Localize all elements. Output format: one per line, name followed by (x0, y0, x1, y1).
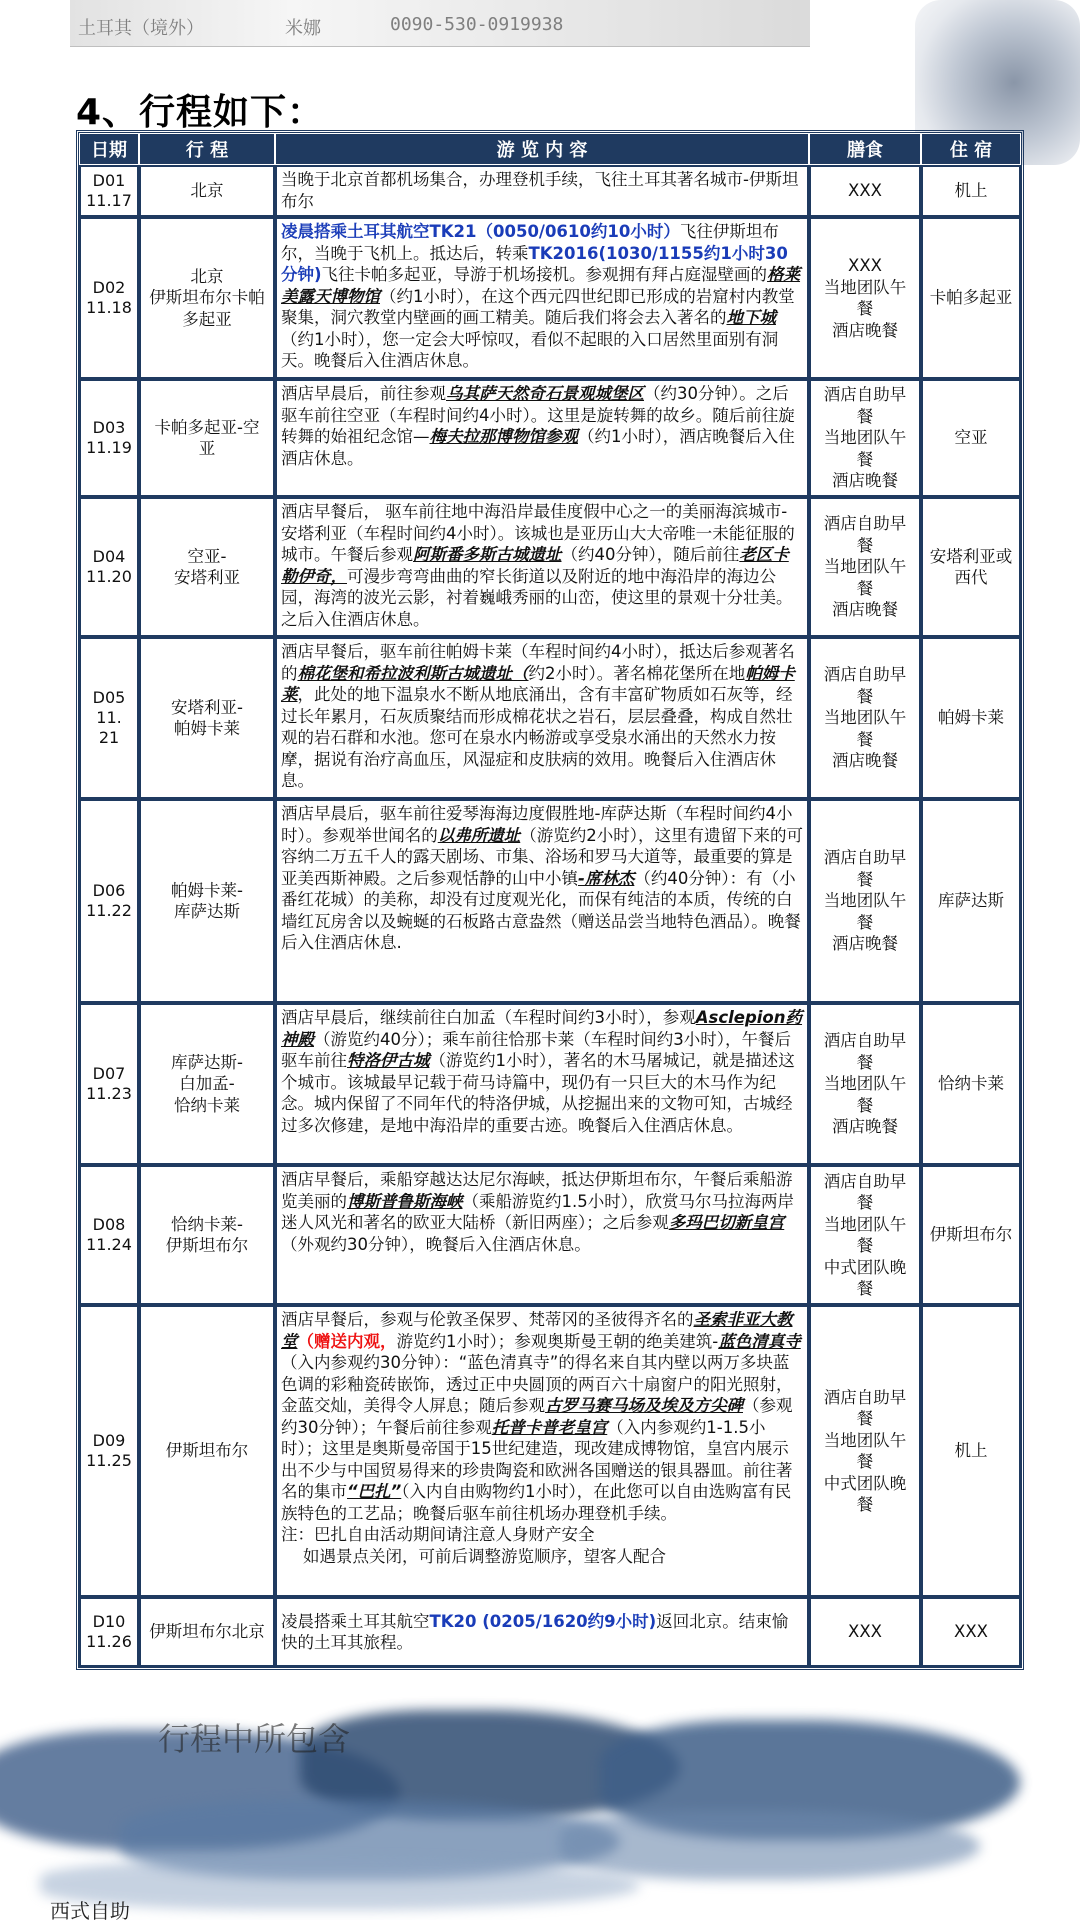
table-row (79, 1003, 1021, 1165)
route-cell: 帕姆卡莱- 库萨达斯 (139, 799, 275, 1003)
hotel-cell: XXX (921, 1597, 1021, 1667)
meals-cell: 酒店自助早 餐 当地团队午 餐 酒店晚餐 (809, 497, 921, 637)
day-cell: D02 11.18 (79, 217, 139, 379)
desc-cell: 酒店早餐后，参观与伦敦圣保罗、梵蒂冈的圣彼得齐名的圣索非亚大教堂（赠送内观，游览约1小时）；参观奥斯曼王朝的绝美建筑-蓝色清真寺（入内参观约30分钟）：“蓝色清真寺”的得名来自其内壁以两万多块蓝色调的彩釉瓷砖嵌饰，透过正中央圆顶的两百六十扇窗户的阳光照射，金蓝交灿，美得令人屏息；随后参观古罗马赛马场及埃及方尖碑（参观约30分钟）；午餐后前往参观托普卡普老皇宫（入内参观约1-1.5小时）；这里是奥斯曼帝国于15世纪建造，现改建成博物馆，皇宫内展示出不少与中国贸易得来的珍贵陶瓷和欧洲各国赠送的银具器皿。前往著名的集市“巴扎”（入内自由购物约1小时），在此您可以自由选购富有民族特色的工艺品；晚餐后驱车前往机场办理登机手续。 注：巴扎自由活动期间请注意人身财产安全 如遇景点关闭，可前后调整游览顺序，望客人配合 (275, 1305, 809, 1597)
meals-cell: XXX (809, 165, 921, 217)
meals-cell: 酒店自助早 餐 当地团队午 餐 酒店晚餐 (809, 799, 921, 1003)
table-row (79, 1305, 1021, 1597)
meals-cell: 酒店自助早 餐 当地团队午 餐 酒店晚餐 (809, 637, 921, 799)
header-hotel: 住 宿 (921, 133, 1021, 165)
route-cell: 库萨达斯- 白加孟- 恰纳卡莱 (139, 1003, 275, 1165)
header-content: 游 览 内 容 (275, 133, 809, 165)
route-cell: 北京 伊斯坦布尔卡帕 多起亚 (139, 217, 275, 379)
meals-cell: XXX 当地团队午 餐 酒店晚餐 (809, 217, 921, 379)
hotel-cell: 空亚 (921, 379, 1021, 497)
desc-cell: 酒店早晨后，前往参观乌其萨天然奇石景观城堡区（约30分钟）。之后驱车前往空亚（车程时间约4小时）。这里是旋转舞的故乡。随后前往旋转舞的始祖纪念馆—梅夫拉那博物馆参观（约1小时），酒店晚餐后入住酒店休息。 (275, 379, 809, 497)
desc-cell: 当晚于北京首都机场集合，办理登机手续，飞往土耳其著名城市-伊斯坦布尔 (275, 165, 809, 217)
contact-phone: 0090-530-0919938 (390, 14, 564, 35)
day-cell: D03 11.19 (79, 379, 139, 497)
scanned-header-strip (70, 0, 810, 47)
meals-cell: 酒店自助早 餐 当地团队午 餐 酒店晚餐 (809, 1003, 921, 1165)
table-header-row (79, 133, 1021, 165)
day-cell: D06 11.22 (79, 799, 139, 1003)
route-cell: 卡帕多起亚-空 亚 (139, 379, 275, 497)
header-route: 行 程 (139, 133, 275, 165)
route-cell: 恰纳卡莱- 伊斯坦布尔 (139, 1165, 275, 1305)
desc-cell: 酒店早晨后，继续前往白加孟（车程时间约3小时），参观Asclepion药神殿（游览约40分）；乘车前往恰那卡莱（车程时间约3小时），午餐后驱车前往特洛伊古城（游览约1小时），著名的木马屠城记，就是描述这个城市。该城最早记载于荷马诗篇中，现仍有一只巨大的木马作为纪念。城内保留了不同年代的特洛伊城，从挖掘出来的文物可知，古城经过多次修建，是地中海沿岸的重要古迹。晚餐后入住酒店休息。 (275, 1003, 809, 1165)
meals-cell: XXX (809, 1597, 921, 1667)
table-row (79, 165, 1021, 217)
itinerary-table (76, 130, 1024, 1670)
meals-cell: 酒店自助早 餐 当地团队午 餐 酒店晚餐 (809, 379, 921, 497)
desc-cell: 酒店早餐后， 驱车前往地中海沿岸最佳度假中心之一的美丽海滨城市-安塔利亚（车程时间约4小时）。该城也是亚历山大大帝唯一未能征服的城市。午餐后参观阿斯番多斯古城遗址（约40分钟），随后前往老区卡勒伊奇，可漫步弯弯曲曲的窄长街道以及附近的地中海沿岸的海边公园，海湾的波光云影，衬着巍峨秀丽的山峦，使这里的景观十分壮美。之后入住酒店休息。 (275, 497, 809, 637)
day-cell: D10 11.26 (79, 1597, 139, 1667)
day-cell: D01 11.17 (79, 165, 139, 217)
route-cell: 北京 (139, 165, 275, 217)
table-row (79, 379, 1021, 497)
route-cell: 伊斯坦布尔北京 (139, 1597, 275, 1667)
desc-cell: 凌晨搭乘土耳其航空TK20 (0205/1620约9小时)返回北京。结束愉快的土耳其旅程。 (275, 1597, 809, 1667)
bottom-faded-text: 西式自助 (50, 1899, 130, 1923)
hotel-cell: 机上 (921, 1305, 1021, 1597)
day-cell: D04 11.20 (79, 497, 139, 637)
route-cell: 安塔利亚- 帕姆卡莱 (139, 637, 275, 799)
note-line: 注：巴扎自由活动期间请注意人身财产安全 (281, 1525, 595, 1544)
hotel-cell: 恰纳卡莱 (921, 1003, 1021, 1165)
hotel-cell: 安塔利亚或西代 (921, 497, 1021, 637)
route-cell: 伊斯坦布尔 (139, 1305, 275, 1597)
desc-cell: 酒店早晨后，驱车前往爱琴海海边度假胜地-库萨达斯（车程时间约4小时）。参观举世闻名的以弗所遗址（游览约2小时），这里有遗留下来的可容纳二万五千人的露天剧场、市集、浴场和罗马大道等，最重要的算是亚美西斯神殿。之后参观恬静的山中小镇-席林杰（约40分钟）：有（小番红花城）的美称，却没有过度观光化，而保有纯洁的本质，传统的白墙红瓦房舍以及蜿蜒的石板路古意盎然（赠送品尝当地特色酒品）。晚餐后入住酒店休息. (275, 799, 809, 1003)
meals-cell: 酒店自助早 餐 当地团队午 餐 中式团队晚 餐 (809, 1305, 921, 1597)
note-line: 如遇景点关闭，可前后调整游览顺序，望客人配合 (303, 1546, 666, 1566)
day-cell: D07 11.23 (79, 1003, 139, 1165)
hotel-cell: 卡帕多起亚 (921, 217, 1021, 379)
desc-cell: 凌晨搭乘土耳其航空TK21（0050/0610约10小时）飞往伊斯坦布尔，当晚于飞机上。抵达后，转乘TK2016(1030/1155约1小时30分钟)飞往卡帕多起亚，导游于机场接机。参观拥有拜占庭湿壁画的格莱美露天博物馆（约1小时），在这个西元四世纪即已形成的岩窟村内教堂聚集，洞穴教堂内壁画的画工精美。随后我们将会去入著名的地下城（约1小时），您一定会大呼惊叹，看似不起眼的入口居然里面别有洞天。晚餐后入住酒店休息。 (275, 217, 809, 379)
desc-cell: 酒店早餐后，乘船穿越达达尼尔海峡，抵达伊斯坦布尔，午餐后乘船游览美丽的博斯普鲁斯海峡（乘船游览约1.5小时），欣赏马尔马拉海两岸迷人风光和著名的欧亚大陆桥（新旧两座）；之后参观多玛巴切新皇宫（外观约30分钟），晚餐后入住酒店休息。 (275, 1165, 809, 1305)
hotel-cell: 库萨达斯 (921, 799, 1021, 1003)
header-date: 日期 (79, 133, 139, 165)
meals-cell: 酒店自助早 餐 当地团队午 餐 中式团队晚 餐 (809, 1165, 921, 1305)
table-row (79, 637, 1021, 799)
page-heading: 4、行程如下： (76, 92, 325, 133)
bottom-faded-title: 行程中所包含 (158, 1720, 351, 1758)
table-row (79, 799, 1021, 1003)
contact-name: 米娜 (285, 18, 321, 39)
hotel-cell: 机上 (921, 165, 1021, 217)
table-row (79, 497, 1021, 637)
header-meals: 膳食 (809, 133, 921, 165)
route-cell: 空亚- 安塔利亚 (139, 497, 275, 637)
hotel-cell: 帕姆卡莱 (921, 637, 1021, 799)
header-left-text: 土耳其（境外） (78, 18, 204, 39)
day-cell: D09 11.25 (79, 1305, 139, 1597)
day-cell: D05 11. 21 (79, 637, 139, 799)
hotel-cell: 伊斯坦布尔 (921, 1165, 1021, 1305)
table-row (79, 1165, 1021, 1305)
table-row (79, 1597, 1021, 1667)
desc-cell: 酒店早餐后，驱车前往帕姆卡莱（车程时间约4小时），抵达后参观著名的棉花堡和希拉波利斯古城遗址（约2小时）。著名棉花堡所在地帕姆卡莱，此处的地下温泉水不断从地底涌出，含有丰富矿物质如石灰等，经过长年累月，石灰质聚结而形成棉花状之岩石，层层叠叠，构成自然壮观的岩石群和水池。您可在泉水内畅游或享受泉水涌出的天然水力按摩，据说有治疗高血压，风湿症和皮肤病的效用。晚餐后入住酒店休息。 (275, 637, 809, 799)
day-cell: D08 11.24 (79, 1165, 139, 1305)
table-row (79, 217, 1021, 379)
